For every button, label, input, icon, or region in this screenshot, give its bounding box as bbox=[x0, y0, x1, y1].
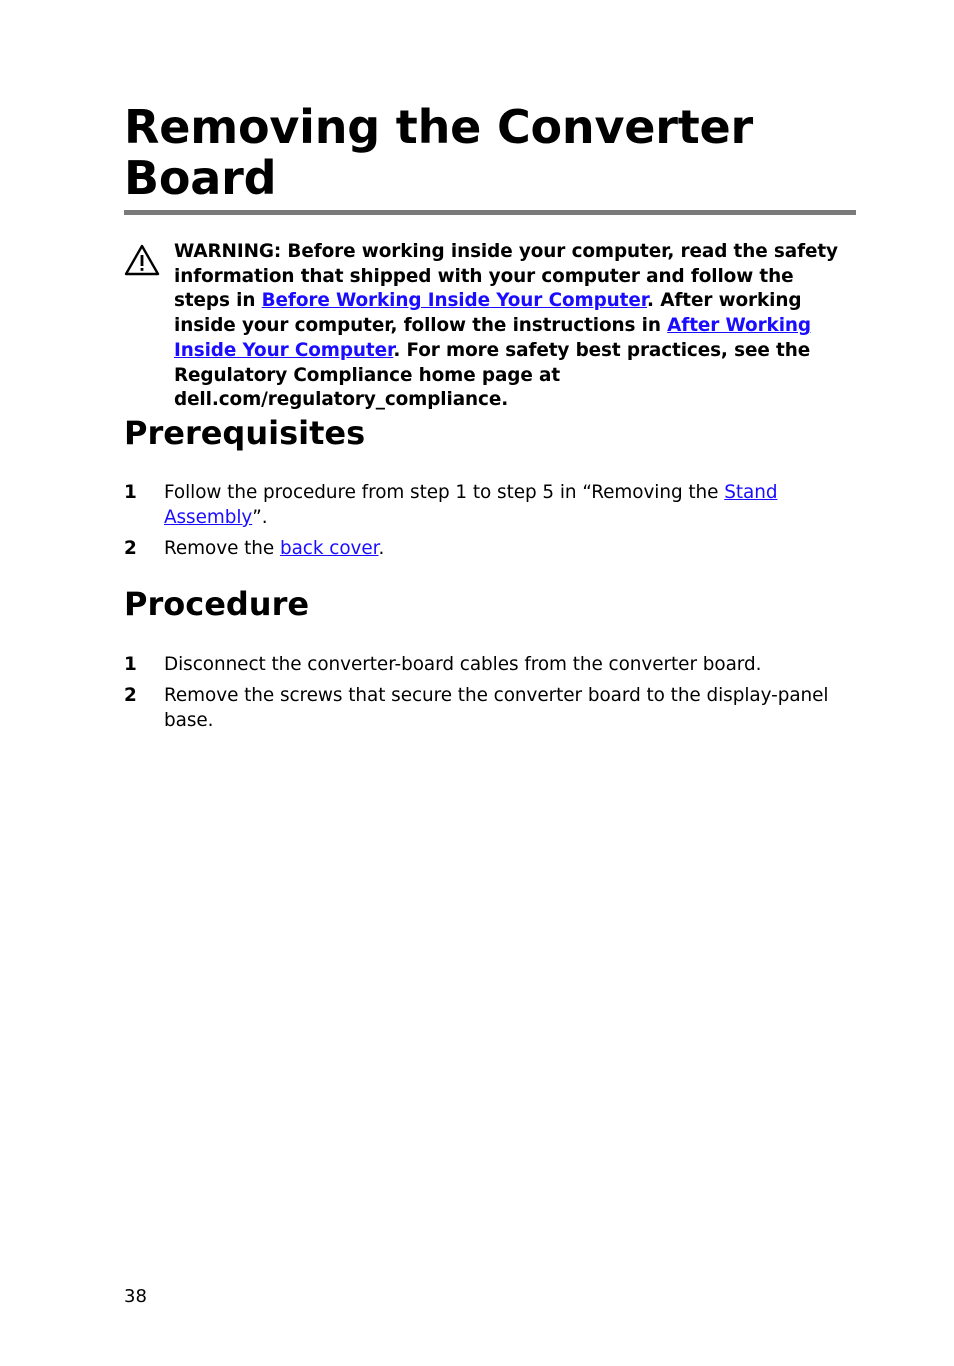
stand-assembly-link[interactable]: Stand Assembly bbox=[164, 482, 778, 528]
list-item bbox=[124, 480, 854, 530]
step-number: 2 bbox=[124, 538, 137, 559]
page-title: Removing the Converter Board bbox=[124, 100, 753, 205]
step-number: 2 bbox=[124, 685, 137, 706]
step-text bbox=[164, 480, 854, 530]
list-item bbox=[124, 683, 854, 733]
step-text: Disconnect the converter-board cables from the converter board. bbox=[164, 654, 762, 675]
warning-text-part: . After working inside your computer, follow the instructions in bbox=[174, 290, 802, 337]
step-text: Remove the screws that secure the converter board to the display-panel base. bbox=[164, 685, 829, 731]
list-item bbox=[124, 652, 854, 677]
title-divider bbox=[124, 210, 856, 215]
prerequisites-heading: Prerequisites bbox=[124, 414, 366, 452]
step-text-part: ”. bbox=[252, 507, 268, 528]
step-number: 1 bbox=[124, 654, 137, 675]
warning-message bbox=[174, 240, 854, 413]
step-text-part: Follow the procedure from step 1 to step 5 in “Removing the bbox=[164, 482, 725, 503]
warning-triangle-icon bbox=[124, 244, 160, 276]
step-text-part: . bbox=[378, 538, 385, 559]
warning-text-part: . For more safety best practices, see the Regulatory Compliance home page at dell.com/regulatory_compliance. bbox=[174, 339, 811, 411]
step-text bbox=[164, 536, 854, 561]
prerequisites-list bbox=[124, 480, 854, 567]
warning-text-part: WARNING: Before working inside your computer, read the safety information that shipped with your computer and follow the steps in bbox=[174, 241, 838, 312]
list-item bbox=[124, 536, 854, 561]
back-cover-link[interactable]: back cover bbox=[279, 538, 379, 559]
after-working-inside-link[interactable]: After Working Inside Your Computer bbox=[174, 315, 811, 361]
step-text-part: Remove the bbox=[164, 538, 280, 559]
step-number: 1 bbox=[124, 482, 137, 503]
before-working-inside-link[interactable]: Before Working Inside Your Computer bbox=[261, 290, 648, 312]
procedure-heading: Procedure bbox=[124, 585, 310, 623]
procedure-list bbox=[124, 652, 854, 739]
page-number: 38 bbox=[124, 1286, 147, 1307]
